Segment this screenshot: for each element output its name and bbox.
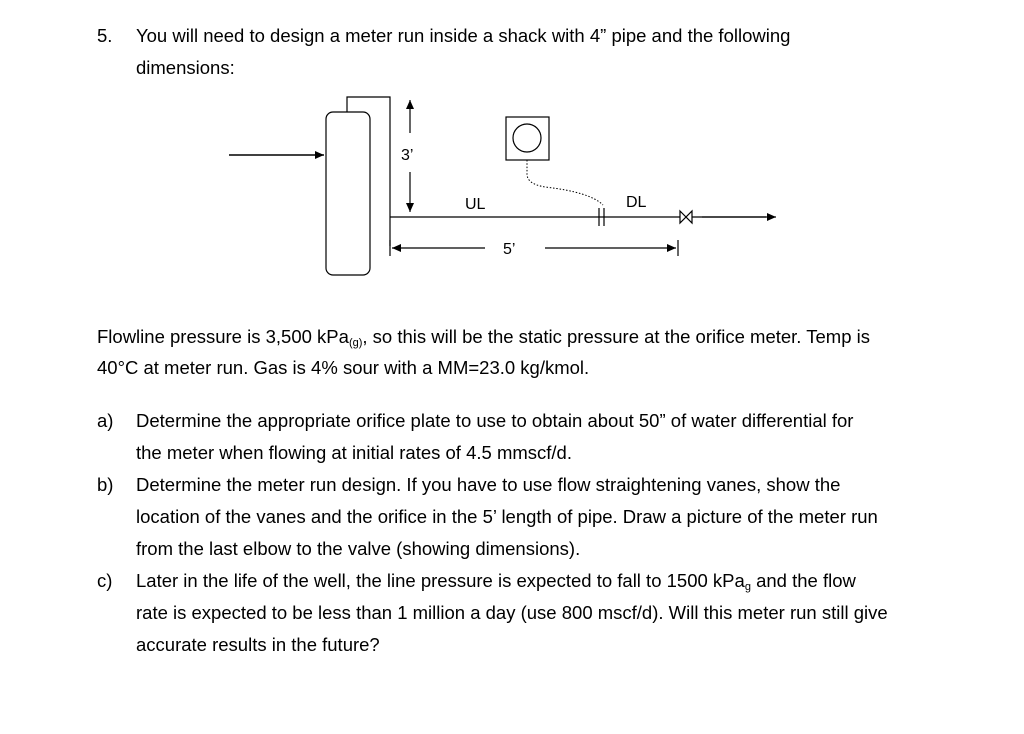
part-c-line-1 <box>136 565 856 596</box>
length-dimension-label: 5’ <box>503 241 516 258</box>
part-c-label: c) <box>97 570 113 591</box>
part-c-line-1-end: and the flow <box>750 570 856 591</box>
separator-vessel <box>326 112 370 275</box>
height-dimension-label: 3’ <box>401 147 414 164</box>
impulse-line <box>527 160 603 205</box>
question-number: 5. <box>97 25 113 46</box>
part-c-line-3: accurate results in the future? <box>136 634 380 655</box>
meter-run-diagram <box>0 0 1024 290</box>
part-a-label: a) <box>97 410 114 431</box>
upstream-length-label: UL <box>465 196 486 213</box>
pressure-gauge-subscript-c: g <box>744 581 751 593</box>
conditions-line-1 <box>97 321 870 352</box>
valve-icon <box>680 211 692 223</box>
part-b-line-2: location of the vanes and the orifice in the 5’ length of pipe. Draw a picture of the meter run <box>136 506 878 527</box>
question-text-line-1: You will need to design a meter run inside a shack with 4” pipe and the following <box>136 25 791 46</box>
part-c-line-2: rate is expected to be less than 1 million a day (use 800 mscf/d). Will this meter run still give <box>136 602 888 623</box>
part-b-label: b) <box>97 474 114 495</box>
conditions-line-2: 40°C at meter run. Gas is 4% sour with a MM=23.0 kg/kmol. <box>97 357 590 378</box>
part-c-line-1-start: Later in the life of the well, the line pressure is expected to fall to 1500 kPa <box>136 570 745 591</box>
question-text-line-2: dimensions: <box>136 57 235 78</box>
part-a-line-1: Determine the appropriate orifice plate to use to obtain about 50” of water differential for <box>136 410 854 431</box>
part-b-line-3: from the last elbow to the valve (showing dimensions). <box>136 538 581 559</box>
pressure-gauge-subscript: (g) <box>348 337 363 349</box>
conditions-line-1-start: Flowline pressure is 3,500 kPa <box>97 326 349 347</box>
downstream-length-label: DL <box>626 194 647 211</box>
conditions-line-1-end: , so this will be the static pressure at the orifice meter. Temp is <box>362 326 870 347</box>
part-b-line-1: Determine the meter run design. If you have to use flow straightening vanes, show the <box>136 474 841 495</box>
part-a-line-2: the meter when flowing at initial rates of 4.5 mmscf/d. <box>136 442 572 463</box>
